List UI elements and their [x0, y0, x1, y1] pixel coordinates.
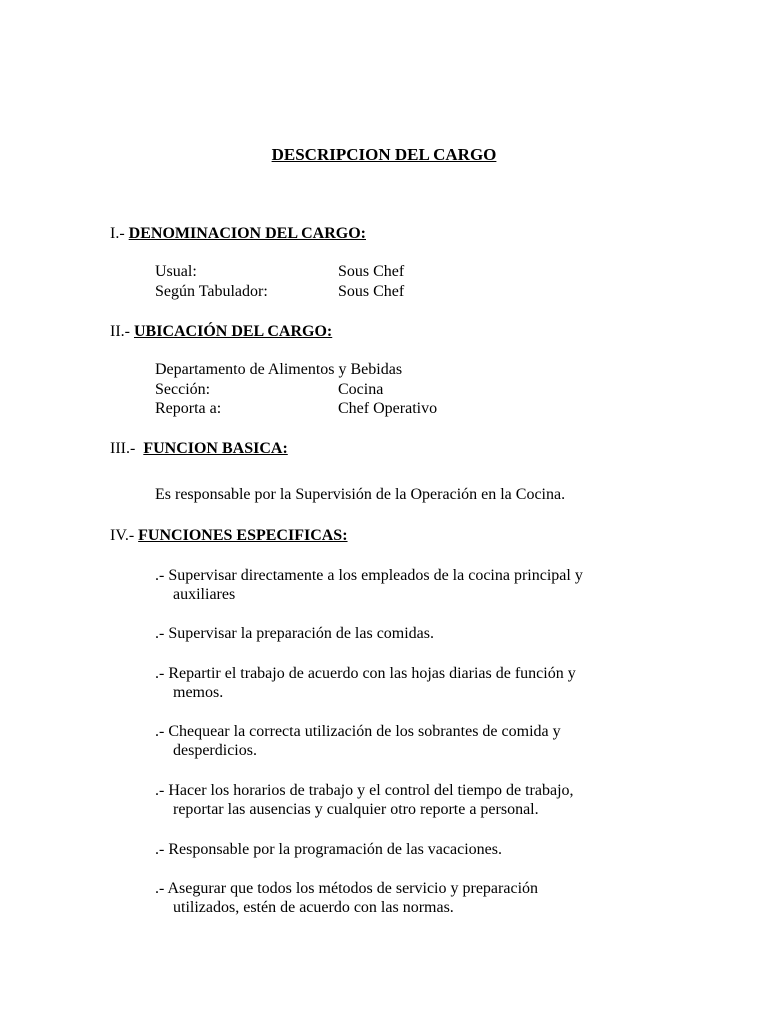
function-item [155, 840, 655, 859]
function-item-line: .- Repartir el trabajo de acuerdo con las hojas diarias de función y [155, 665, 576, 682]
section-1-row [155, 263, 404, 281]
section-4-label: FUNCIONES ESPECIFICAS: [138, 527, 348, 544]
section-2-heading [110, 323, 332, 341]
function-item [155, 566, 655, 604]
section-2-label: UBICACIÓN DEL CARGO: [133, 323, 333, 340]
function-item-line: .- Chequear la correcta utilización de los sobrantes de comida y [155, 723, 561, 740]
row-key: Reporta a: [155, 400, 222, 417]
function-item-line: .- Supervisar directamente a los empleados de la cocina principal y [155, 567, 583, 584]
function-item-continuation: auxiliares [173, 586, 236, 603]
function-item-line: .- Supervisar la preparación de las comidas. [155, 625, 435, 642]
section-3-number: III.- [110, 440, 144, 457]
section-1-row [155, 283, 404, 301]
section-2-row [155, 400, 437, 418]
function-item [155, 624, 655, 643]
function-item [155, 722, 655, 760]
function-item-line: .- Hacer los horarios de trabajo y el control del tiempo de trabajo, [155, 782, 574, 799]
section-4-number: IV.- [110, 527, 139, 544]
section-1-heading [110, 225, 366, 243]
section-2-department: Departamento de Alimentos y Bebidas [155, 361, 403, 378]
function-item-continuation: desperdicios. [173, 742, 257, 759]
row-key: Según Tabulador: [155, 283, 268, 300]
section-2-row [155, 381, 383, 399]
function-item [155, 879, 655, 917]
row-key: Sección: [155, 381, 211, 398]
section-3-text: Es responsable por la Supervisión de la Operación en la Cocina. [155, 486, 566, 503]
row-value: Chef Operativo [338, 400, 438, 417]
document-title: DESCRIPCION DEL CARGO [271, 145, 497, 164]
section-1-label: DENOMINACION DEL CARGO: [128, 225, 366, 242]
row-value: Sous Chef [338, 283, 405, 300]
section-3-heading [110, 440, 288, 458]
function-item-continuation: reportar las ausencias y cualquier otro reporte a personal. [173, 801, 539, 818]
section-2-number: II.- [110, 323, 134, 340]
function-item-continuation: memos. [173, 684, 224, 701]
function-item [155, 664, 655, 702]
function-item-line: .- Asegurar que todos los métodos de servicio y preparación [155, 880, 539, 897]
row-value: Sous Chef [338, 263, 405, 280]
section-1-number: I.- [110, 225, 129, 242]
section-3-label: FUNCION BASICA: [143, 440, 288, 457]
function-item-line: .- Responsable por la programación de las vacaciones. [155, 841, 502, 858]
function-item [155, 781, 655, 819]
row-key: Usual: [155, 263, 197, 280]
function-item-continuation: utilizados, estén de acuerdo con las normas. [173, 899, 454, 916]
section-4-heading [110, 527, 348, 545]
row-value: Cocina [338, 381, 384, 398]
